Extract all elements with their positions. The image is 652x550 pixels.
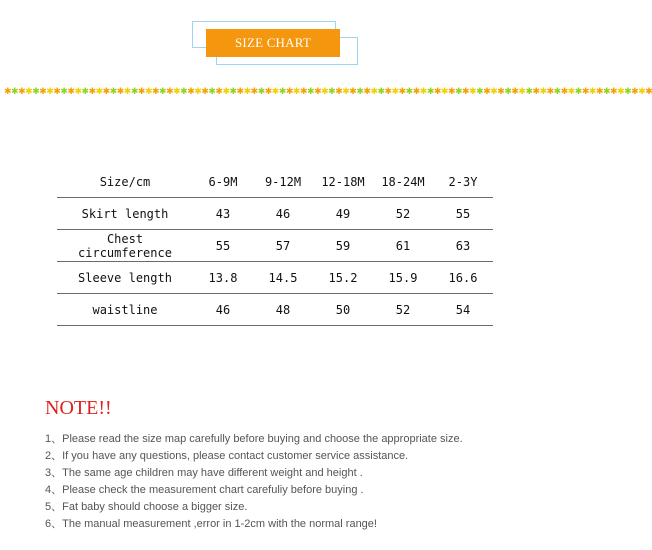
- flower-icon: ✱: [88, 87, 96, 97]
- list-item: 3、The same age children may have different weight and height .: [45, 467, 363, 479]
- flower-icon: ✱: [81, 87, 89, 97]
- list-item: 2、If you have any questions, please contact customer service assistance.: [45, 450, 409, 462]
- row-label: Skirt length: [57, 198, 193, 230]
- flower-icon: ✱: [74, 87, 82, 97]
- flower-icon: ✱: [532, 87, 540, 97]
- size-chart-header: [192, 21, 362, 67]
- table-cell: 49: [313, 198, 373, 230]
- flower-icon: ✱: [610, 87, 618, 97]
- flower-icon: ✱: [11, 87, 19, 97]
- flower-icon: ✱: [525, 87, 533, 97]
- flower-icon: ✱: [159, 87, 167, 97]
- list-item: 6、The manual measurement ,error in 1-2cm with the normal range!: [45, 518, 377, 530]
- flower-icon: ✱: [95, 87, 103, 97]
- list-item: 5、Fat baby should choose a bigger size.: [45, 501, 248, 513]
- flower-icon: ✱: [574, 87, 582, 97]
- flower-icon: ✱: [67, 87, 75, 97]
- flower-icon: ✱: [405, 87, 413, 97]
- flower-icon: ✱: [617, 87, 625, 97]
- flower-icon: ✱: [250, 87, 258, 97]
- flower-icon: ✱: [271, 87, 279, 97]
- flower-icon: ✱: [412, 87, 420, 97]
- list-item: 1、Please read the size map carefully before buying and choose the appropriate size.: [45, 433, 463, 445]
- flower-icon: ✱: [560, 87, 568, 97]
- flower-icon: ✱: [455, 87, 463, 97]
- flower-icon: ✱: [116, 87, 124, 97]
- flower-icon: ✱: [299, 87, 308, 97]
- table-cell: 15.9: [373, 262, 433, 294]
- table-cell: 50: [313, 294, 373, 326]
- flower-icon: ✱: [433, 87, 441, 97]
- flower-icon: ✱: [314, 87, 322, 97]
- notes-list: [45, 431, 463, 533]
- flower-icon: ✱: [602, 87, 611, 97]
- table-cell: 55: [193, 230, 253, 262]
- flower-icon: ✱: [391, 87, 399, 97]
- flower-icon: ✱: [194, 87, 202, 97]
- flower-icon: ✱: [631, 87, 639, 97]
- flower-icon: ✱: [335, 87, 343, 97]
- flower-icon: ✱: [504, 87, 512, 97]
- table-cell: 16.6: [433, 262, 493, 294]
- flower-icon: ✱: [645, 87, 652, 97]
- flower-icon: ✱: [321, 87, 329, 97]
- flower-icon: ✱: [539, 87, 547, 97]
- table-cell: 14.5: [253, 262, 313, 294]
- size-chart-badge: SIZE CHART: [206, 29, 340, 57]
- flower-icon: ✱: [426, 87, 434, 97]
- flower-icon: ✱: [257, 87, 265, 97]
- flower-icon: ✱: [151, 87, 160, 97]
- flower-icon: ✱: [370, 87, 378, 97]
- flower-icon: ✱: [166, 87, 174, 97]
- table-cell: 13.8: [193, 262, 253, 294]
- table-cell: 48: [253, 294, 313, 326]
- flower-icon: ✱: [398, 87, 406, 97]
- flower-icon: ✱: [581, 87, 589, 97]
- table-cell: 57: [253, 230, 313, 262]
- table-row: [57, 294, 493, 326]
- flower-icon: ✱: [349, 87, 357, 97]
- table-row: [57, 262, 493, 294]
- table-cell: 61: [373, 230, 433, 262]
- flower-icon: ✱: [483, 87, 491, 97]
- flower-icon: ✱: [307, 87, 315, 97]
- list-item: 4、Please check the measurement chart carefuliy before buying .: [45, 484, 364, 496]
- flower-icon: ✱: [342, 87, 350, 97]
- flower-icon: ✱: [638, 87, 646, 97]
- flower-icon: ✱: [60, 87, 68, 97]
- table-cell: 52: [373, 198, 433, 230]
- flower-icon: ✱: [285, 87, 293, 97]
- flower-icon: ✱: [469, 87, 477, 97]
- flower-icon: ✱: [222, 87, 230, 97]
- flower-icon: ✱: [624, 87, 632, 97]
- column-header: 18-24M: [373, 166, 433, 198]
- flower-icon: ✱: [264, 87, 272, 97]
- flower-icon: ✱: [215, 87, 223, 97]
- flower-icon: ✱: [18, 87, 26, 97]
- flower-icon: ✱: [567, 87, 575, 97]
- flower-icon: ✱: [377, 87, 385, 97]
- flower-icon: ✱: [490, 87, 498, 97]
- flower-icon: ✱: [32, 87, 40, 97]
- table-cell: 59: [313, 230, 373, 262]
- flower-icon: ✱: [384, 87, 392, 97]
- flower-icon: ✱: [553, 87, 561, 97]
- table-header-row: [57, 166, 493, 198]
- flower-icon: ✱: [137, 87, 145, 97]
- flower-icon: ✱: [476, 87, 484, 97]
- flower-icon: ✱: [123, 87, 131, 97]
- table-cell: 46: [193, 294, 253, 326]
- flower-icon: ✱: [518, 87, 526, 97]
- table-cell: 55: [433, 198, 493, 230]
- column-header: 12-18M: [313, 166, 373, 198]
- flower-icon: ✱: [363, 87, 371, 97]
- column-header: 6-9M: [193, 166, 253, 198]
- flower-icon: ✱: [497, 87, 505, 97]
- flower-icon: ✱: [180, 87, 188, 97]
- flower-icon: ✱: [419, 87, 427, 97]
- flower-icon: ✱: [595, 87, 603, 97]
- size-table: [57, 166, 493, 326]
- flower-icon: ✱: [440, 87, 448, 97]
- flower-icon: ✱: [511, 87, 519, 97]
- table-cell: 43: [193, 198, 253, 230]
- row-label: Chest circumference: [57, 230, 193, 262]
- flower-icon: ✱: [243, 87, 251, 97]
- flower-icon: ✱: [39, 87, 47, 97]
- column-header: Size/cm: [57, 166, 193, 198]
- flower-icon: ✱: [144, 87, 152, 97]
- flower-icon: ✱: [46, 87, 54, 97]
- flower-icon: ✱: [208, 87, 216, 97]
- row-label: Sleeve length: [57, 262, 193, 294]
- flower-icon: ✱: [356, 87, 364, 97]
- flower-icon: ✱: [546, 87, 554, 97]
- flower-divider: [4, 87, 652, 97]
- flower-icon: ✱: [447, 87, 455, 97]
- table-cell: 54: [433, 294, 493, 326]
- table-cell: 15.2: [313, 262, 373, 294]
- flower-icon: ✱: [25, 87, 33, 97]
- table-cell: 63: [433, 230, 493, 262]
- flower-icon: ✱: [4, 87, 12, 97]
- flower-icon: ✱: [292, 87, 300, 97]
- flower-icon: ✱: [173, 87, 181, 97]
- flower-icon: ✱: [187, 87, 195, 97]
- flower-icon: ✱: [588, 87, 596, 97]
- flower-icon: ✱: [462, 87, 470, 97]
- flower-icon: ✱: [201, 87, 209, 97]
- table-cell: 52: [373, 294, 433, 326]
- flower-icon: ✱: [236, 87, 244, 97]
- flower-icon: ✱: [53, 87, 61, 97]
- table-row: [57, 198, 493, 230]
- flower-icon: ✱: [109, 87, 117, 97]
- row-label: waistline: [57, 294, 193, 326]
- flower-icon: ✱: [328, 87, 336, 97]
- flower-icon: ✱: [130, 87, 138, 97]
- table-cell: 46: [253, 198, 313, 230]
- table-row: [57, 230, 493, 262]
- note-title: NOTE!!: [45, 397, 112, 419]
- column-header: 9-12M: [253, 166, 313, 198]
- column-header: 2-3Y: [433, 166, 493, 198]
- flower-icon: ✱: [278, 87, 286, 97]
- flower-icon: ✱: [102, 87, 110, 97]
- flower-icon: ✱: [229, 87, 237, 97]
